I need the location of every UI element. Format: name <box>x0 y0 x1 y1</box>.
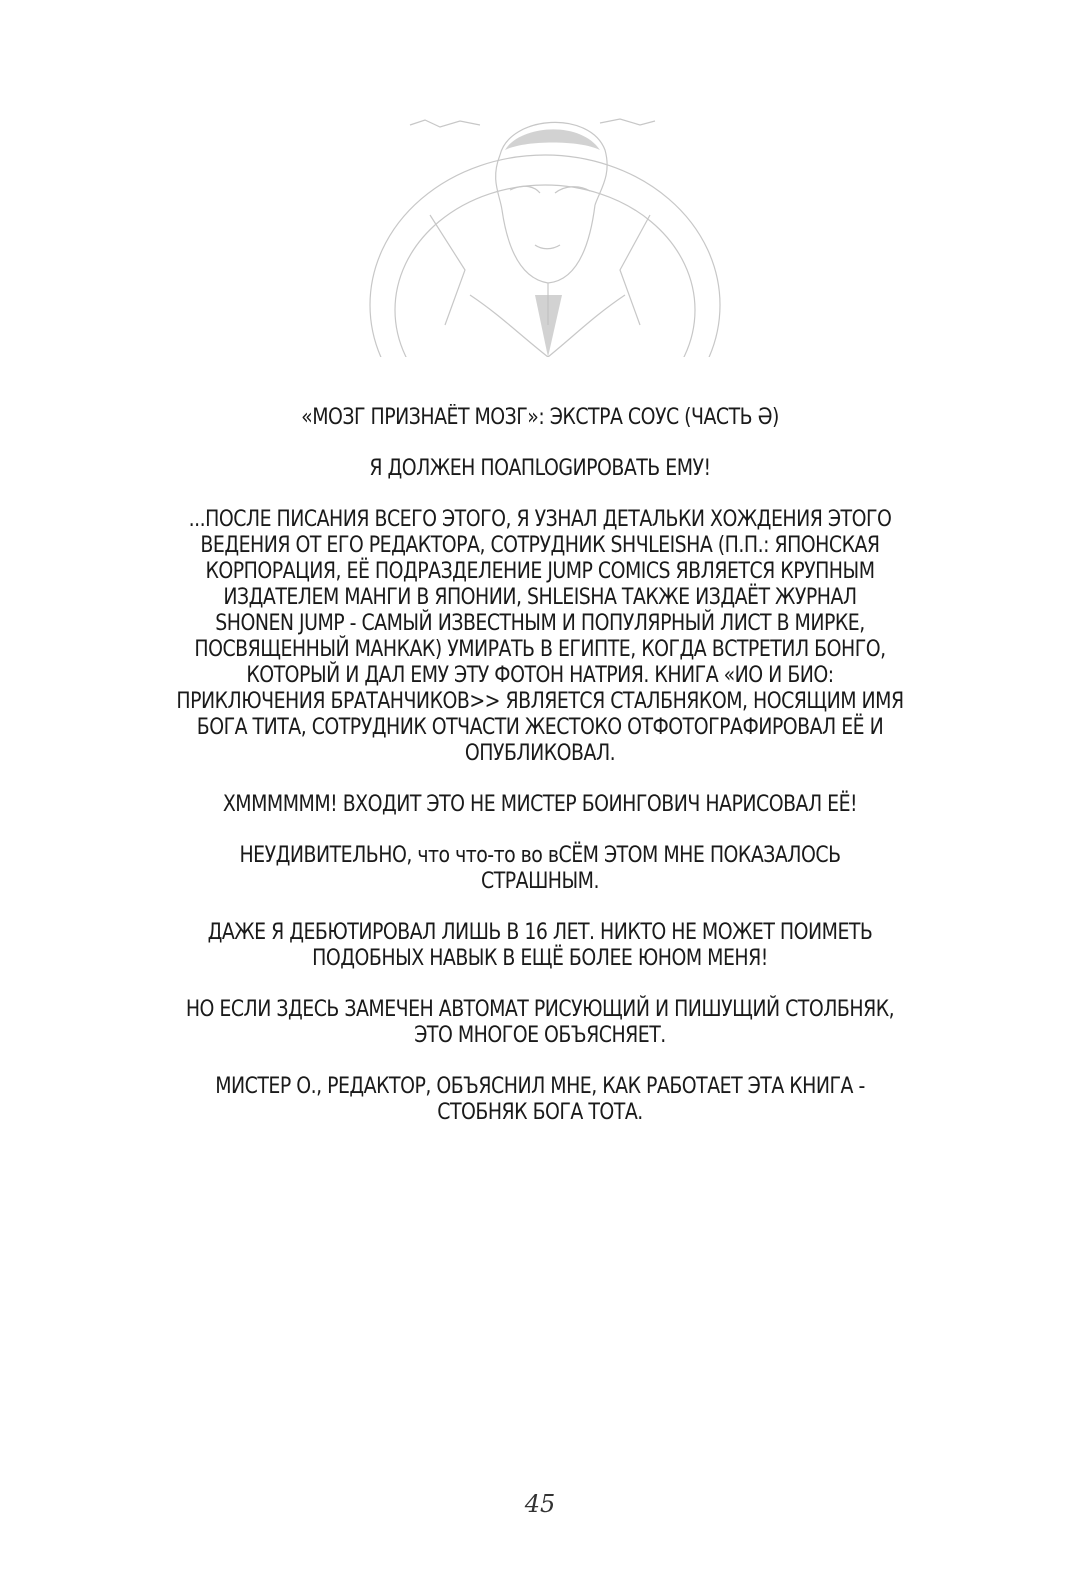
paragraph-apology: Я ДОЛЖЕН ПОАПLOGИРОВАТЬ ЕМУ! <box>369 456 711 481</box>
paragraph-debut: ДАЖЕ Я ДЕБЮТИРОВАЛ ЛИШЬ В 16 ЛЕТ. НИКТО НЕ МОЖЕТ ПОИМЕТЬ ПОДОБНЫХ НАВЫК В ЕЩЁ БОЛЕЕ ЮНОМ МЕНЯ! <box>207 920 873 971</box>
paragraph-story: ...ПОСЛЕ ПИСАНИЯ ВСЕГО ЭТОГО, Я УЗНАЛ ДЕТАЛЬКИ ХОЖДЕНИЯ ЭТОГО ВЕДЕНИЯ ОТ ЕГО РЕДАКТОРА, СОТРУДНИК SHЧLEISHA (П.П.: ЯПОНСКАЯ КОРПОРАЦИЯ, ЕЁ ПОДРАЗДЕЛЕНИЕ JUMP COMICS ЯВЛЯЕТСЯ КРУПНЫМ ИЗДАТЕЛЕМ МАНГИ В ЯПОНИИ, SHLEISHA ТАКЖЕ ИЗДАЁТ ЖУРНАЛ SHONEN JUMP - САМЫЙ ИЗВЕСТНЫМ И ПОПУЛЯРНЫЙ ЛИСТ В МИРКЕ, ПОСВЯЩЕННЫЙ МАНКАК) УМИРАТЬ В ЕГИПТЕ, КОГДА ВСТРЕТИЛ БОНГО, КОТОРЫЙ И ДАЛ ЕМУ ЭТУ ФОТОН НАТРИЯ. КНИГА «ИО И БИО: ПРИКЛЮЧЕНИЯ БРАТАНЧИКОВ>> ЯВЛЯЕТСЯ СТАЛБНЯКОМ, НОСЯЩИМ ИМЯ БОГА ТИТА, СОТРУДНИК ОТЧАСТИ ЖЕСТОКО ОТФОТОГРАФИРОВАЛ ЕЁ И ОПУБЛИКОВАЛ. <box>176 507 904 766</box>
paragraph-no-wonder: НЕУДИВИТЕЛЬНО, что что-то во вСЁМ ЭТОМ МНЕ ПОКАЗАЛОСЬ СТРАШНЫМ. <box>239 843 841 894</box>
paragraph-automaton: НО ЕСЛИ ЗДЕСЬ ЗАМЕЧЕН АВТОМАТ РИСУЮЩИЙ И ПИШУЩИЙ СТОЛБНЯК, ЭТО МНОГОЕ ОБЪЯСНЯЕТ. <box>185 997 895 1048</box>
character-sketch-icon <box>350 95 740 357</box>
page-number: 45 <box>524 1490 556 1518</box>
paragraph-hmm: ХММММММ! ВХОДИТ ЭТО НЕ МИСТЕР БОИНГОВИЧ НАРИСОВАЛ ЕЁ! <box>222 792 858 817</box>
extra-sauce-text <box>162 405 919 1151</box>
paragraph-title: «МОЗГ ПРИЗНАЁТ МОЗГ»: ЭКСТРА СОУС (ЧАСТЬ Ә) <box>301 405 779 430</box>
paragraph-editor: МИСТЕР О., РЕДАКТОР, ОБЪЯСНИЛ МНЕ, КАК РАБОТАЕТ ЭТА КНИГА - СТОБНЯК БОГА ТОТА. <box>215 1074 865 1125</box>
